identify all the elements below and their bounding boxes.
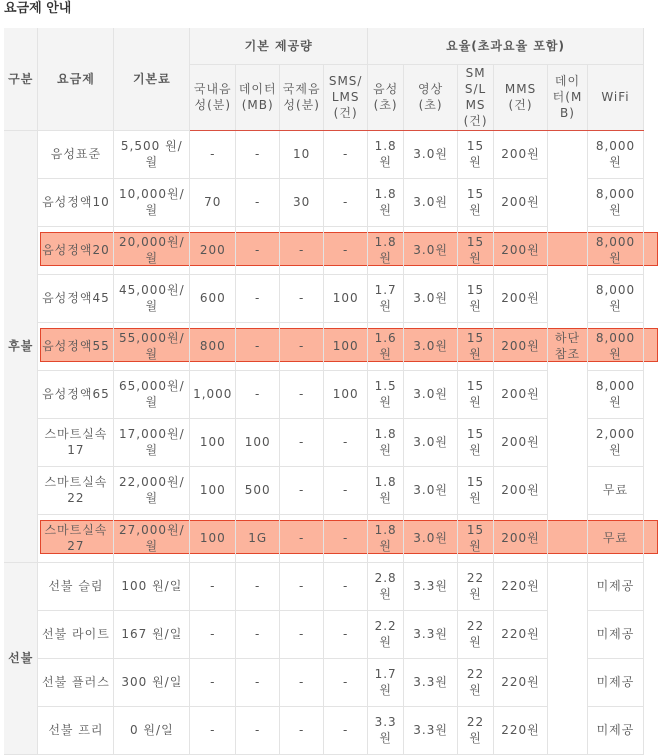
- cell-plan: 선불 플러스: [38, 658, 114, 706]
- cell-rate-voice: 1.5원: [368, 370, 404, 418]
- cell-sms: -: [324, 610, 368, 658]
- cell-rate-voice: 3.3원: [368, 706, 404, 754]
- header-rate-group: 요율(초과요율 포함): [368, 28, 644, 64]
- cell-fee: 17,000원/월: [114, 418, 190, 466]
- cell-rate-wifi: 미제공: [587, 610, 643, 658]
- cell-fee: 65,000원/월: [114, 370, 190, 418]
- cell-fee: 300 원/일: [114, 658, 190, 706]
- cell-rate-voice: 1.7원: [368, 658, 404, 706]
- header-rate-voice: 음성(초): [368, 64, 404, 130]
- cell-plan: 음성정액20: [38, 226, 114, 274]
- cell-rate-sms: 22 원: [458, 658, 494, 706]
- cell-intl: -: [280, 274, 324, 322]
- cell-rate-sms: 22 원: [458, 706, 494, 754]
- cell-rate-video: 3.3원: [404, 562, 458, 610]
- cell-rate-voice: 1.8원: [368, 418, 404, 466]
- cell-voice: 100: [190, 418, 236, 466]
- cell-rate-mms: 200원: [494, 370, 548, 418]
- cell-rate-sms: 15 원: [458, 514, 494, 562]
- cell-rate-wifi: 8,000원: [587, 226, 643, 274]
- cell-plan: 음성정액10: [38, 178, 114, 226]
- cell-voice: 70: [190, 178, 236, 226]
- cell-sms: 100: [324, 370, 368, 418]
- cell-rate-video: 3.0원: [404, 178, 458, 226]
- cell-plan: 음성정액45: [38, 274, 114, 322]
- cell-data: -: [236, 274, 280, 322]
- cell-rate-voice: 1.7원: [368, 274, 404, 322]
- cell-voice: 100: [190, 466, 236, 514]
- cell-rate-sms: 15 원: [458, 370, 494, 418]
- header-basic-data: 데이터(MB): [236, 64, 280, 130]
- cell-plan: 음성정액65: [38, 370, 114, 418]
- cell-intl: -: [280, 418, 324, 466]
- cell-voice: -: [190, 658, 236, 706]
- cell-rate-voice: 1.8원: [368, 226, 404, 274]
- cell-fee: 167 원/일: [114, 610, 190, 658]
- cell-fee: 20,000원/월: [114, 226, 190, 274]
- cell-rate-mms: 200원: [494, 322, 548, 370]
- cell-rate-mms: 200원: [494, 418, 548, 466]
- cell-rate-video: 3.0원: [404, 130, 458, 178]
- cell-data: -: [236, 610, 280, 658]
- cell-intl: -: [280, 322, 324, 370]
- cell-intl: 10: [280, 130, 324, 178]
- cell-sms: -: [324, 562, 368, 610]
- cell-rate-sms: 15 원: [458, 466, 494, 514]
- cell-data: -: [236, 370, 280, 418]
- table-row: [4, 130, 644, 178]
- cell-sms: -: [324, 514, 368, 562]
- category-postpaid: 후불: [4, 130, 38, 562]
- cell-intl: -: [280, 466, 324, 514]
- header-basic-sms: SMS/LMS(건): [324, 64, 368, 130]
- cell-rate-mms: 220원: [494, 610, 548, 658]
- header-rate-wifi: WiFi: [587, 64, 643, 130]
- cell-voice: 1,000: [190, 370, 236, 418]
- cell-rate-wifi: 미제공: [587, 706, 643, 754]
- cell-voice: -: [190, 610, 236, 658]
- header-plan: 요금제: [38, 28, 114, 130]
- cell-plan: 음성정액55: [38, 322, 114, 370]
- table-row: [4, 562, 644, 610]
- cell-rate-sms: 15 원: [458, 418, 494, 466]
- cell-rate-voice: 1.8원: [368, 466, 404, 514]
- cell-intl: -: [280, 370, 324, 418]
- cell-rate-voice: 1.8원: [368, 178, 404, 226]
- cell-rate-video: 3.0원: [404, 226, 458, 274]
- plan-table-container[interactable]: [4, 28, 644, 745]
- cell-voice: -: [190, 562, 236, 610]
- header-rate-mms: MMS(건): [494, 64, 548, 130]
- cell-rate-sms: 22 원: [458, 562, 494, 610]
- cell-rate-mms: 200원: [494, 130, 548, 178]
- cell-fee: 5,500 원/월: [114, 130, 190, 178]
- cell-sms: -: [324, 130, 368, 178]
- cell-rate-sms: 15 원: [458, 322, 494, 370]
- header-basic-voice: 국내음성(분): [190, 64, 236, 130]
- cell-rate-data-note: 하단참조: [548, 130, 588, 562]
- cell-rate-mms: 200원: [494, 466, 548, 514]
- header-rate-video: 영상(초): [404, 64, 458, 130]
- cell-intl: -: [280, 706, 324, 754]
- cell-rate-wifi: 미제공: [587, 658, 643, 706]
- header-rate-data: 데이터(MB): [548, 64, 588, 130]
- cell-intl: -: [280, 514, 324, 562]
- cell-data: -: [236, 706, 280, 754]
- cell-rate-mms: 200원: [494, 514, 548, 562]
- cell-rate-video: 3.0원: [404, 322, 458, 370]
- cell-fee: 0 원/일: [114, 706, 190, 754]
- cell-sms: -: [324, 658, 368, 706]
- cell-rate-voice: 2.8원: [368, 562, 404, 610]
- cell-rate-sms: 15 원: [458, 274, 494, 322]
- cell-rate-wifi: 무료: [587, 466, 643, 514]
- cell-plan: 선불 슬림: [38, 562, 114, 610]
- cell-fee: 10,000원/월: [114, 178, 190, 226]
- category-prepaid: 선불: [4, 562, 38, 754]
- cell-data: 1G: [236, 514, 280, 562]
- cell-rate-sms: 15 원: [458, 178, 494, 226]
- header-base-fee: 기본료: [114, 28, 190, 130]
- cell-rate-voice: 1.6원: [368, 322, 404, 370]
- cell-data: -: [236, 562, 280, 610]
- header-category: 구분: [4, 28, 38, 130]
- cell-rate-wifi: 무료: [587, 514, 643, 562]
- cell-fee: 22,000원/월: [114, 466, 190, 514]
- cell-plan: 스마트실속22: [38, 466, 114, 514]
- cell-sms: 100: [324, 274, 368, 322]
- cell-sms: -: [324, 706, 368, 754]
- cell-rate-mms: 200원: [494, 178, 548, 226]
- cell-rate-wifi: 2,000원: [587, 418, 643, 466]
- cell-intl: -: [280, 562, 324, 610]
- cell-sms: -: [324, 466, 368, 514]
- cell-rate-sms: 15 원: [458, 226, 494, 274]
- cell-voice: 800: [190, 322, 236, 370]
- cell-data: -: [236, 178, 280, 226]
- header-rate-sms: SMS/LMS(건): [458, 64, 494, 130]
- cell-data: 500: [236, 466, 280, 514]
- cell-sms: 100: [324, 322, 368, 370]
- cell-data: -: [236, 130, 280, 178]
- plan-table: [4, 28, 644, 755]
- cell-rate-wifi: 미제공: [587, 562, 643, 610]
- cell-rate-video: 3.3원: [404, 658, 458, 706]
- cell-rate-voice: 1.8원: [368, 130, 404, 178]
- cell-rate-wifi: 8,000원: [587, 178, 643, 226]
- cell-data: 100: [236, 418, 280, 466]
- cell-rate-mms: 220원: [494, 658, 548, 706]
- header-basic-group: 기본 제공량: [190, 28, 368, 64]
- cell-voice: -: [190, 130, 236, 178]
- cell-rate-mms: 200원: [494, 274, 548, 322]
- cell-rate-video: 3.3원: [404, 706, 458, 754]
- cell-data: -: [236, 226, 280, 274]
- cell-rate-wifi: 8,000원: [587, 274, 643, 322]
- cell-rate-mms: 200원: [494, 226, 548, 274]
- cell-intl: -: [280, 226, 324, 274]
- cell-fee: 55,000원/월: [114, 322, 190, 370]
- cell-plan: 스마트실속17: [38, 418, 114, 466]
- cell-fee: 100 원/일: [114, 562, 190, 610]
- cell-rate-video: 3.0원: [404, 418, 458, 466]
- cell-fee: 27,000원/월: [114, 514, 190, 562]
- cell-voice: 100: [190, 514, 236, 562]
- cell-rate-sms: 15 원: [458, 130, 494, 178]
- cell-rate-mms: 220원: [494, 706, 548, 754]
- cell-rate-video: 3.0원: [404, 466, 458, 514]
- cell-sms: -: [324, 418, 368, 466]
- cell-rate-video: 3.0원: [404, 514, 458, 562]
- cell-data: -: [236, 322, 280, 370]
- cell-sms: -: [324, 178, 368, 226]
- cell-voice: 600: [190, 274, 236, 322]
- cell-rate-video: 3.3원: [404, 610, 458, 658]
- cell-sms: -: [324, 226, 368, 274]
- cell-intl: 30: [280, 178, 324, 226]
- cell-rate-voice: 1.8원: [368, 514, 404, 562]
- cell-rate-wifi: 8,000원: [587, 322, 643, 370]
- header-basic-intl: 국제음성(분): [280, 64, 324, 130]
- cell-rate-video: 3.0원: [404, 274, 458, 322]
- page-title: 요금제 안내: [4, 1, 72, 16]
- cell-plan: 선불 라이트: [38, 610, 114, 658]
- cell-plan: 선불 프리: [38, 706, 114, 754]
- cell-rate-wifi: 8,000원: [587, 370, 643, 418]
- cell-intl: -: [280, 658, 324, 706]
- cell-intl: -: [280, 610, 324, 658]
- cell-fee: 45,000원/월: [114, 274, 190, 322]
- cell-voice: 200: [190, 226, 236, 274]
- cell-rate-video: 3.0원: [404, 370, 458, 418]
- cell-rate-voice: 2.2원: [368, 610, 404, 658]
- cell-plan: 음성표준: [38, 130, 114, 178]
- cell-voice: -: [190, 706, 236, 754]
- cell-rate-mms: 220원: [494, 562, 548, 610]
- cell-plan: 스마트실속27: [38, 514, 114, 562]
- cell-rate-data-empty: [548, 562, 588, 754]
- cell-data: -: [236, 658, 280, 706]
- cell-rate-wifi: 8,000원: [587, 130, 643, 178]
- cell-rate-sms: 22 원: [458, 610, 494, 658]
